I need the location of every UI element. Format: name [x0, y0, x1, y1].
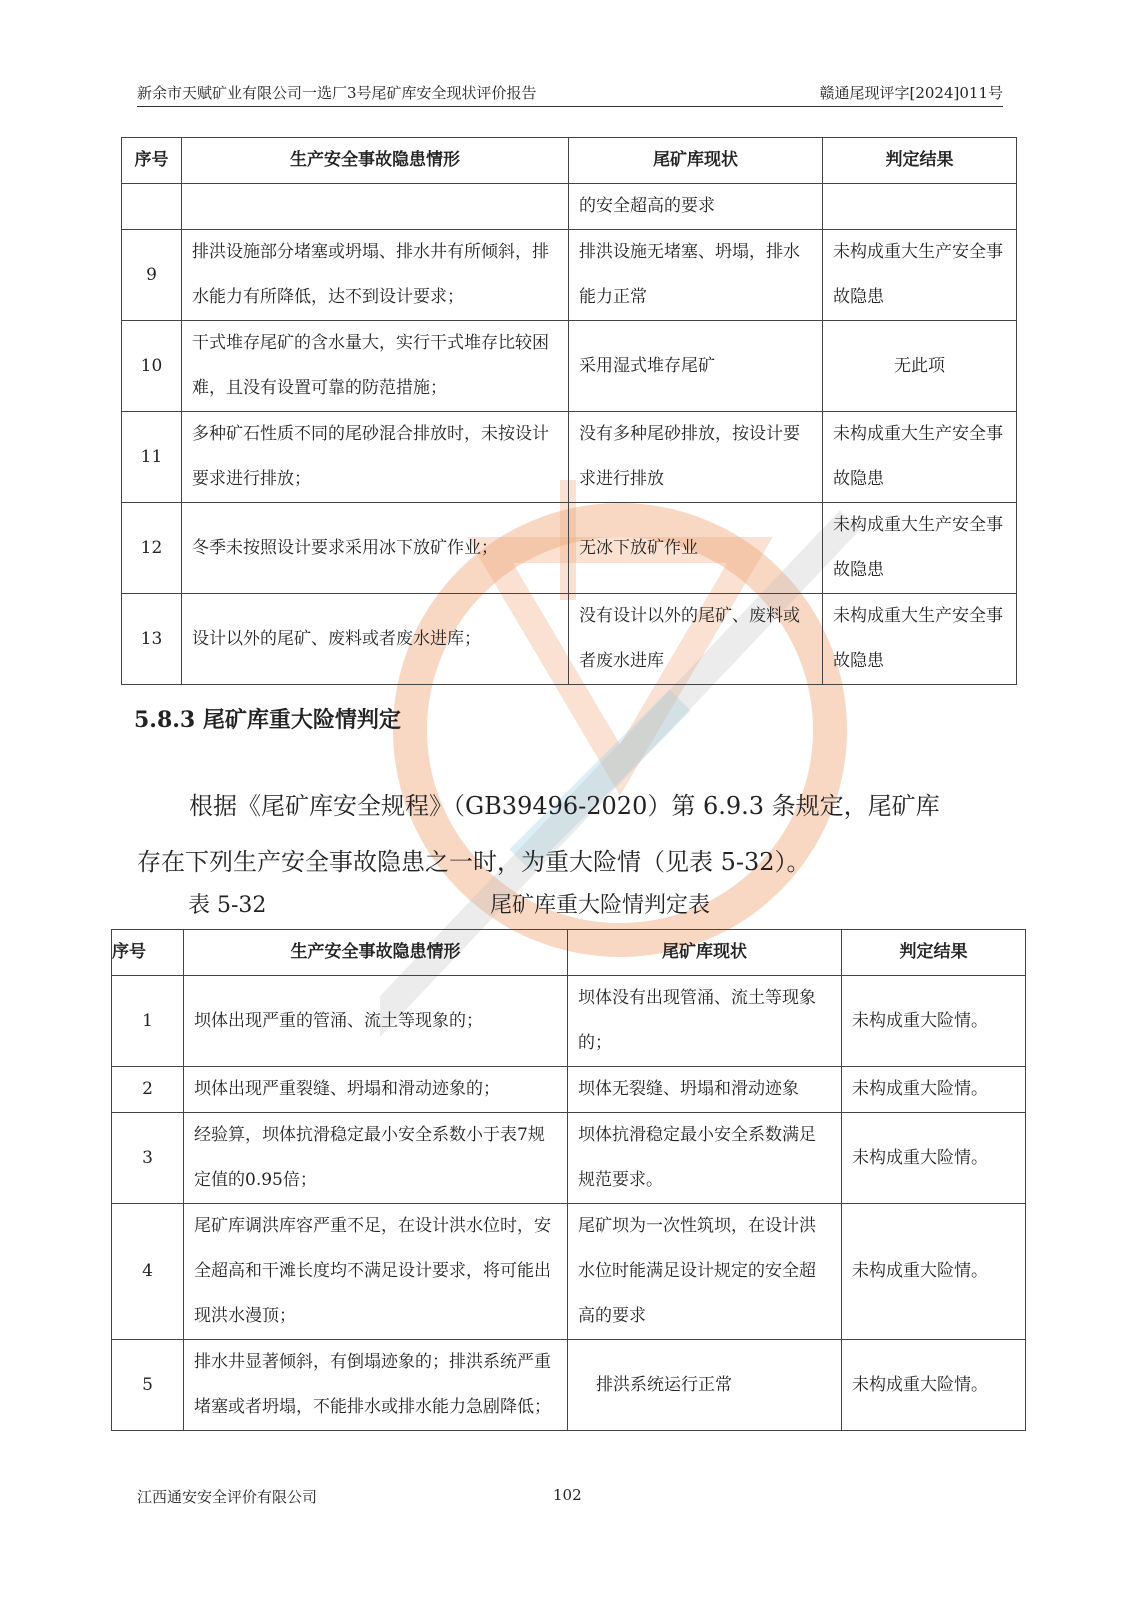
table-row: [112, 1113, 1026, 1204]
cell-status: 坝体无裂缝、坍塌和滑动迹象: [568, 1067, 842, 1113]
cell-seq: 13: [122, 594, 182, 685]
cell-seq: 12: [122, 503, 182, 594]
cell-status: 采用湿式堆存尾矿: [569, 321, 823, 412]
cell-result: 未构成重大险情。: [842, 1113, 1026, 1204]
paragraph-line-1: 根据《尾矿库安全规程》（GB39496-2020）第 6.9.3 条规定，尾矿库: [189, 792, 940, 820]
section-heading: 5.8.3 尾矿库重大险情判定: [134, 707, 401, 733]
table-row: [112, 976, 1026, 1067]
cell-result: 未构成重大生产安全事故隐患: [823, 594, 1017, 685]
cell-hazard: [182, 184, 569, 230]
table-row: [122, 184, 1017, 230]
cell-status: 排洪设施无堵塞、坍塌，排水能力正常: [569, 230, 823, 321]
major-danger-table: [111, 929, 1026, 1431]
table-row: [112, 1340, 1026, 1431]
cell-hazard: 设计以外的尾矿、废料或者废水进库；: [182, 594, 569, 685]
cell-hazard: 干式堆存尾矿的含水量大，实行干式堆存比较困难，且没有设置可靠的防范措施；: [182, 321, 569, 412]
cell-seq: 9: [122, 230, 182, 321]
cell-result: 未构成重大生产安全事故隐患: [823, 412, 1017, 503]
header-title: 新余市天赋矿业有限公司一选厂3号尾矿库安全现状评价报告: [137, 84, 537, 102]
footer-company: 江西通安安全评价有限公司: [137, 1488, 318, 1506]
cell-seq: 3: [112, 1113, 184, 1204]
col-header-status: 尾矿库现状: [569, 138, 823, 184]
cell-status: 坝体没有出现管涌、流土等现象的；: [568, 976, 842, 1067]
cell-status: 的安全超高的要求: [569, 184, 823, 230]
table-caption-number: 表 5-32: [188, 893, 267, 918]
cell-status: 没有多种尾砂排放，按设计要求进行排放: [569, 412, 823, 503]
section-paragraph: [137, 778, 1005, 890]
cell-seq: 11: [122, 412, 182, 503]
table-row: [112, 1204, 1026, 1340]
cell-seq: 2: [112, 1067, 184, 1113]
col-header-seq: 序号: [112, 930, 184, 976]
col-header-result: 判定结果: [823, 138, 1017, 184]
cell-hazard: 排洪设施部分堵塞或坍塌、排水井有所倾斜，排水能力有所降低，达不到设计要求；: [182, 230, 569, 321]
cell-seq: 10: [122, 321, 182, 412]
cell-result: 未构成重大生产安全事故隐患: [823, 230, 1017, 321]
cell-hazard: 经验算，坝体抗滑稳定最小安全系数小于表7规定值的0.95倍；: [184, 1113, 568, 1204]
cell-result: 未构成重大生产安全事故隐患: [823, 503, 1017, 594]
cell-result: 未构成重大险情。: [842, 1067, 1026, 1113]
cell-result: 未构成重大险情。: [842, 976, 1026, 1067]
col-header-hazard: 生产安全事故隐患情形: [182, 138, 569, 184]
cell-seq: [122, 184, 182, 230]
cell-status: 排洪系统运行正常: [568, 1340, 842, 1431]
cell-result: 未构成重大险情。: [842, 1340, 1026, 1431]
cell-hazard: 冬季未按照设计要求采用冰下放矿作业；: [182, 503, 569, 594]
cell-result: 未构成重大险情。: [842, 1204, 1026, 1340]
cell-hazard: 尾矿库调洪库容严重不足，在设计洪水位时，安全超高和干滩长度均不满足设计要求，将可能出现洪水漫顶；: [184, 1204, 568, 1340]
cell-seq: 4: [112, 1204, 184, 1340]
cell-status: 尾矿坝为一次性筑坝，在设计洪水位时能满足设计规定的安全超高的要求: [568, 1204, 842, 1340]
col-header-seq: 序号: [122, 138, 182, 184]
table-header-row: [122, 138, 1017, 184]
cell-hazard: 坝体出现严重裂缝、坍塌和滑动迹象的；: [184, 1067, 568, 1113]
col-header-result: 判定结果: [842, 930, 1026, 976]
cell-status: 无冰下放矿作业: [569, 503, 823, 594]
cell-seq: 1: [112, 976, 184, 1067]
cell-status: 没有设计以外的尾矿、废料或者废水进库: [569, 594, 823, 685]
page-number: 102: [553, 1486, 582, 1504]
col-header-hazard: 生产安全事故隐患情形: [184, 930, 568, 976]
hazard-table-continued: [121, 137, 1017, 685]
table-row: [122, 321, 1017, 412]
table-header-row: [112, 930, 1026, 976]
cell-status: 坝体抗滑稳定最小安全系数满足规范要求。: [568, 1113, 842, 1204]
paragraph-line-2: 存在下列生产安全事故隐患之一时，为重大险情（见表 5-32）。: [137, 848, 811, 876]
table-caption-title: 尾矿库重大险情判定表: [490, 893, 711, 918]
table-row: [122, 412, 1017, 503]
cell-hazard: 坝体出现严重的管涌、流土等现象的；: [184, 976, 568, 1067]
cell-result: 无此项: [823, 321, 1017, 412]
cell-seq: 5: [112, 1340, 184, 1431]
col-header-status: 尾矿库现状: [568, 930, 842, 976]
table-row: [122, 503, 1017, 594]
cell-hazard: 多种矿石性质不同的尾砂混合排放时，未按设计要求进行排放；: [182, 412, 569, 503]
page-header: [137, 80, 1003, 107]
cell-hazard: 排水井显著倾斜，有倒塌迹象的；排洪系统严重堵塞或者坍塌，不能排水或排水能力急剧降低；: [184, 1340, 568, 1431]
cell-result: [823, 184, 1017, 230]
table-row: [112, 1067, 1026, 1113]
header-doc-number: 赣通尾现评字[2024]011号: [819, 84, 1003, 102]
table-row: [122, 230, 1017, 321]
table-row: [122, 594, 1017, 685]
